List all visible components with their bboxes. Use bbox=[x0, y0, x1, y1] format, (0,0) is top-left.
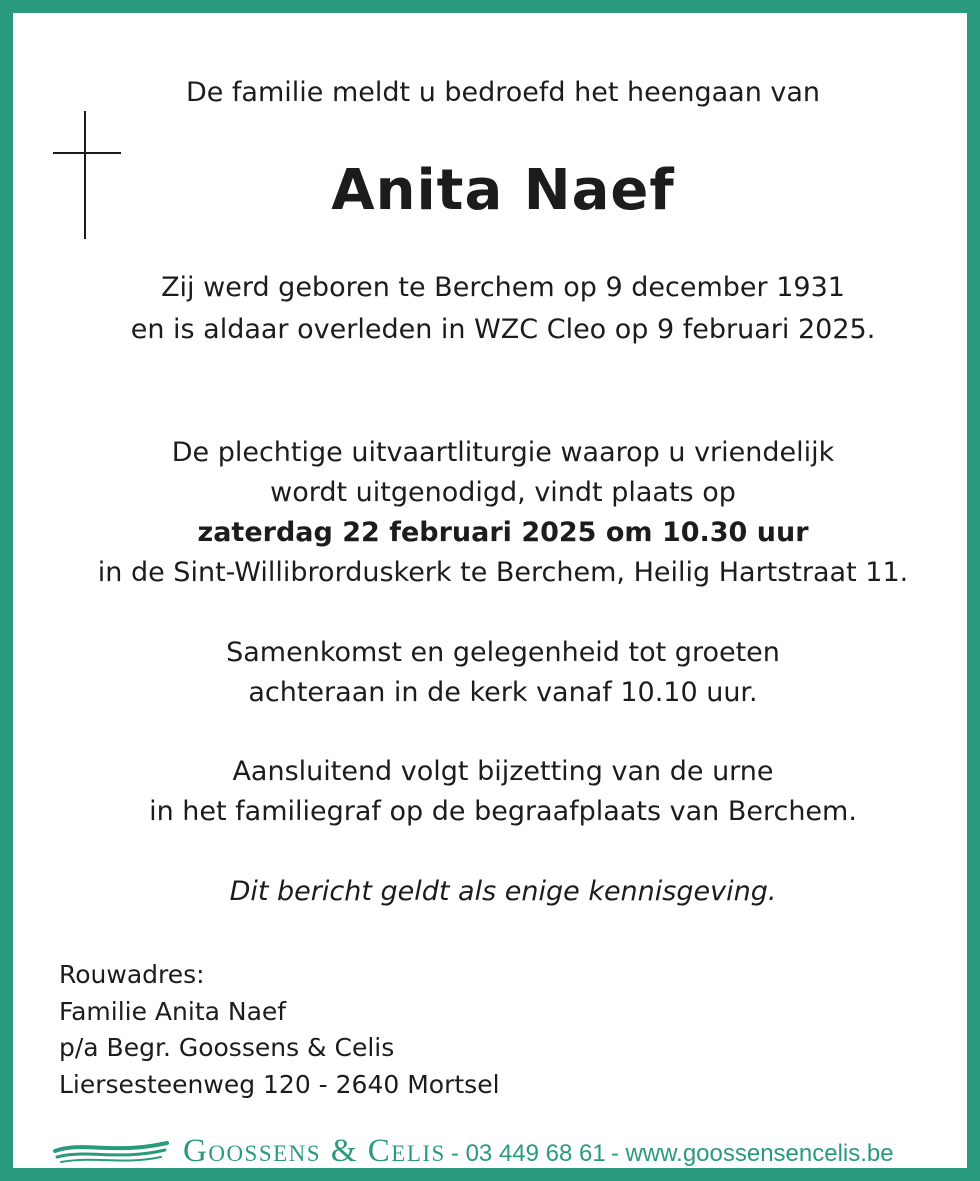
ceremony-line: De plechtige uitvaartliturgie waarop u vriendelijk bbox=[171, 437, 835, 468]
brand-name: Goossens & Celis bbox=[183, 1133, 446, 1169]
urn-line: in het familiegraf op de begraafplaats van Berchem. bbox=[149, 796, 857, 827]
mourning-address bbox=[59, 957, 500, 1103]
gathering-line: achteraan in de kerk vanaf 10.10 uur. bbox=[248, 677, 758, 708]
ceremony-location: in de Sint-Willibrorduskerk te Berchem, Heilig Hartstraat 11. bbox=[97, 557, 909, 588]
birth-details bbox=[26, 267, 980, 351]
footer-text bbox=[183, 1133, 894, 1170]
urn-line: Aansluitend volgt bijzetting van de urne bbox=[232, 756, 774, 787]
address-line: Liersesteenweg 120 - 2640 Mortsel bbox=[59, 1069, 500, 1099]
gathering-line: Samenkomst en gelegenheid tot groeten bbox=[226, 637, 780, 668]
ceremony-details bbox=[26, 433, 980, 593]
waves-logo-icon bbox=[53, 1137, 171, 1165]
website-link[interactable]: - www.goossensencelis.be bbox=[610, 1140, 894, 1167]
death-line: en is aldaar overleden in WZC Cleo op 9 februari 2025. bbox=[130, 314, 876, 345]
birth-line: Zij werd geboren te Berchem op 9 december 1931 bbox=[161, 272, 845, 303]
gathering-details bbox=[26, 633, 980, 713]
address-label: Rouwadres: bbox=[59, 960, 205, 989]
notice-text: Dit bericht geldt als enige kennisgeving. bbox=[229, 876, 777, 907]
phone-number[interactable]: - 03 449 68 61 bbox=[450, 1140, 606, 1167]
intro-text: De familie meldt u bedroefd het heengaan van bbox=[185, 77, 821, 108]
deceased-name: Anita Naef bbox=[331, 158, 675, 223]
address-line: p/a Begr. Goossens & Celis bbox=[59, 1033, 395, 1062]
urn-details bbox=[26, 752, 980, 832]
ceremony-datetime: zaterdag 22 februari 2025 om 10.30 uur bbox=[197, 517, 809, 548]
address-line: Familie Anita Naef bbox=[59, 996, 287, 1026]
funeral-home-footer bbox=[53, 1131, 963, 1175]
ceremony-line: wordt uitgenodigd, vindt plaats op bbox=[270, 477, 736, 508]
